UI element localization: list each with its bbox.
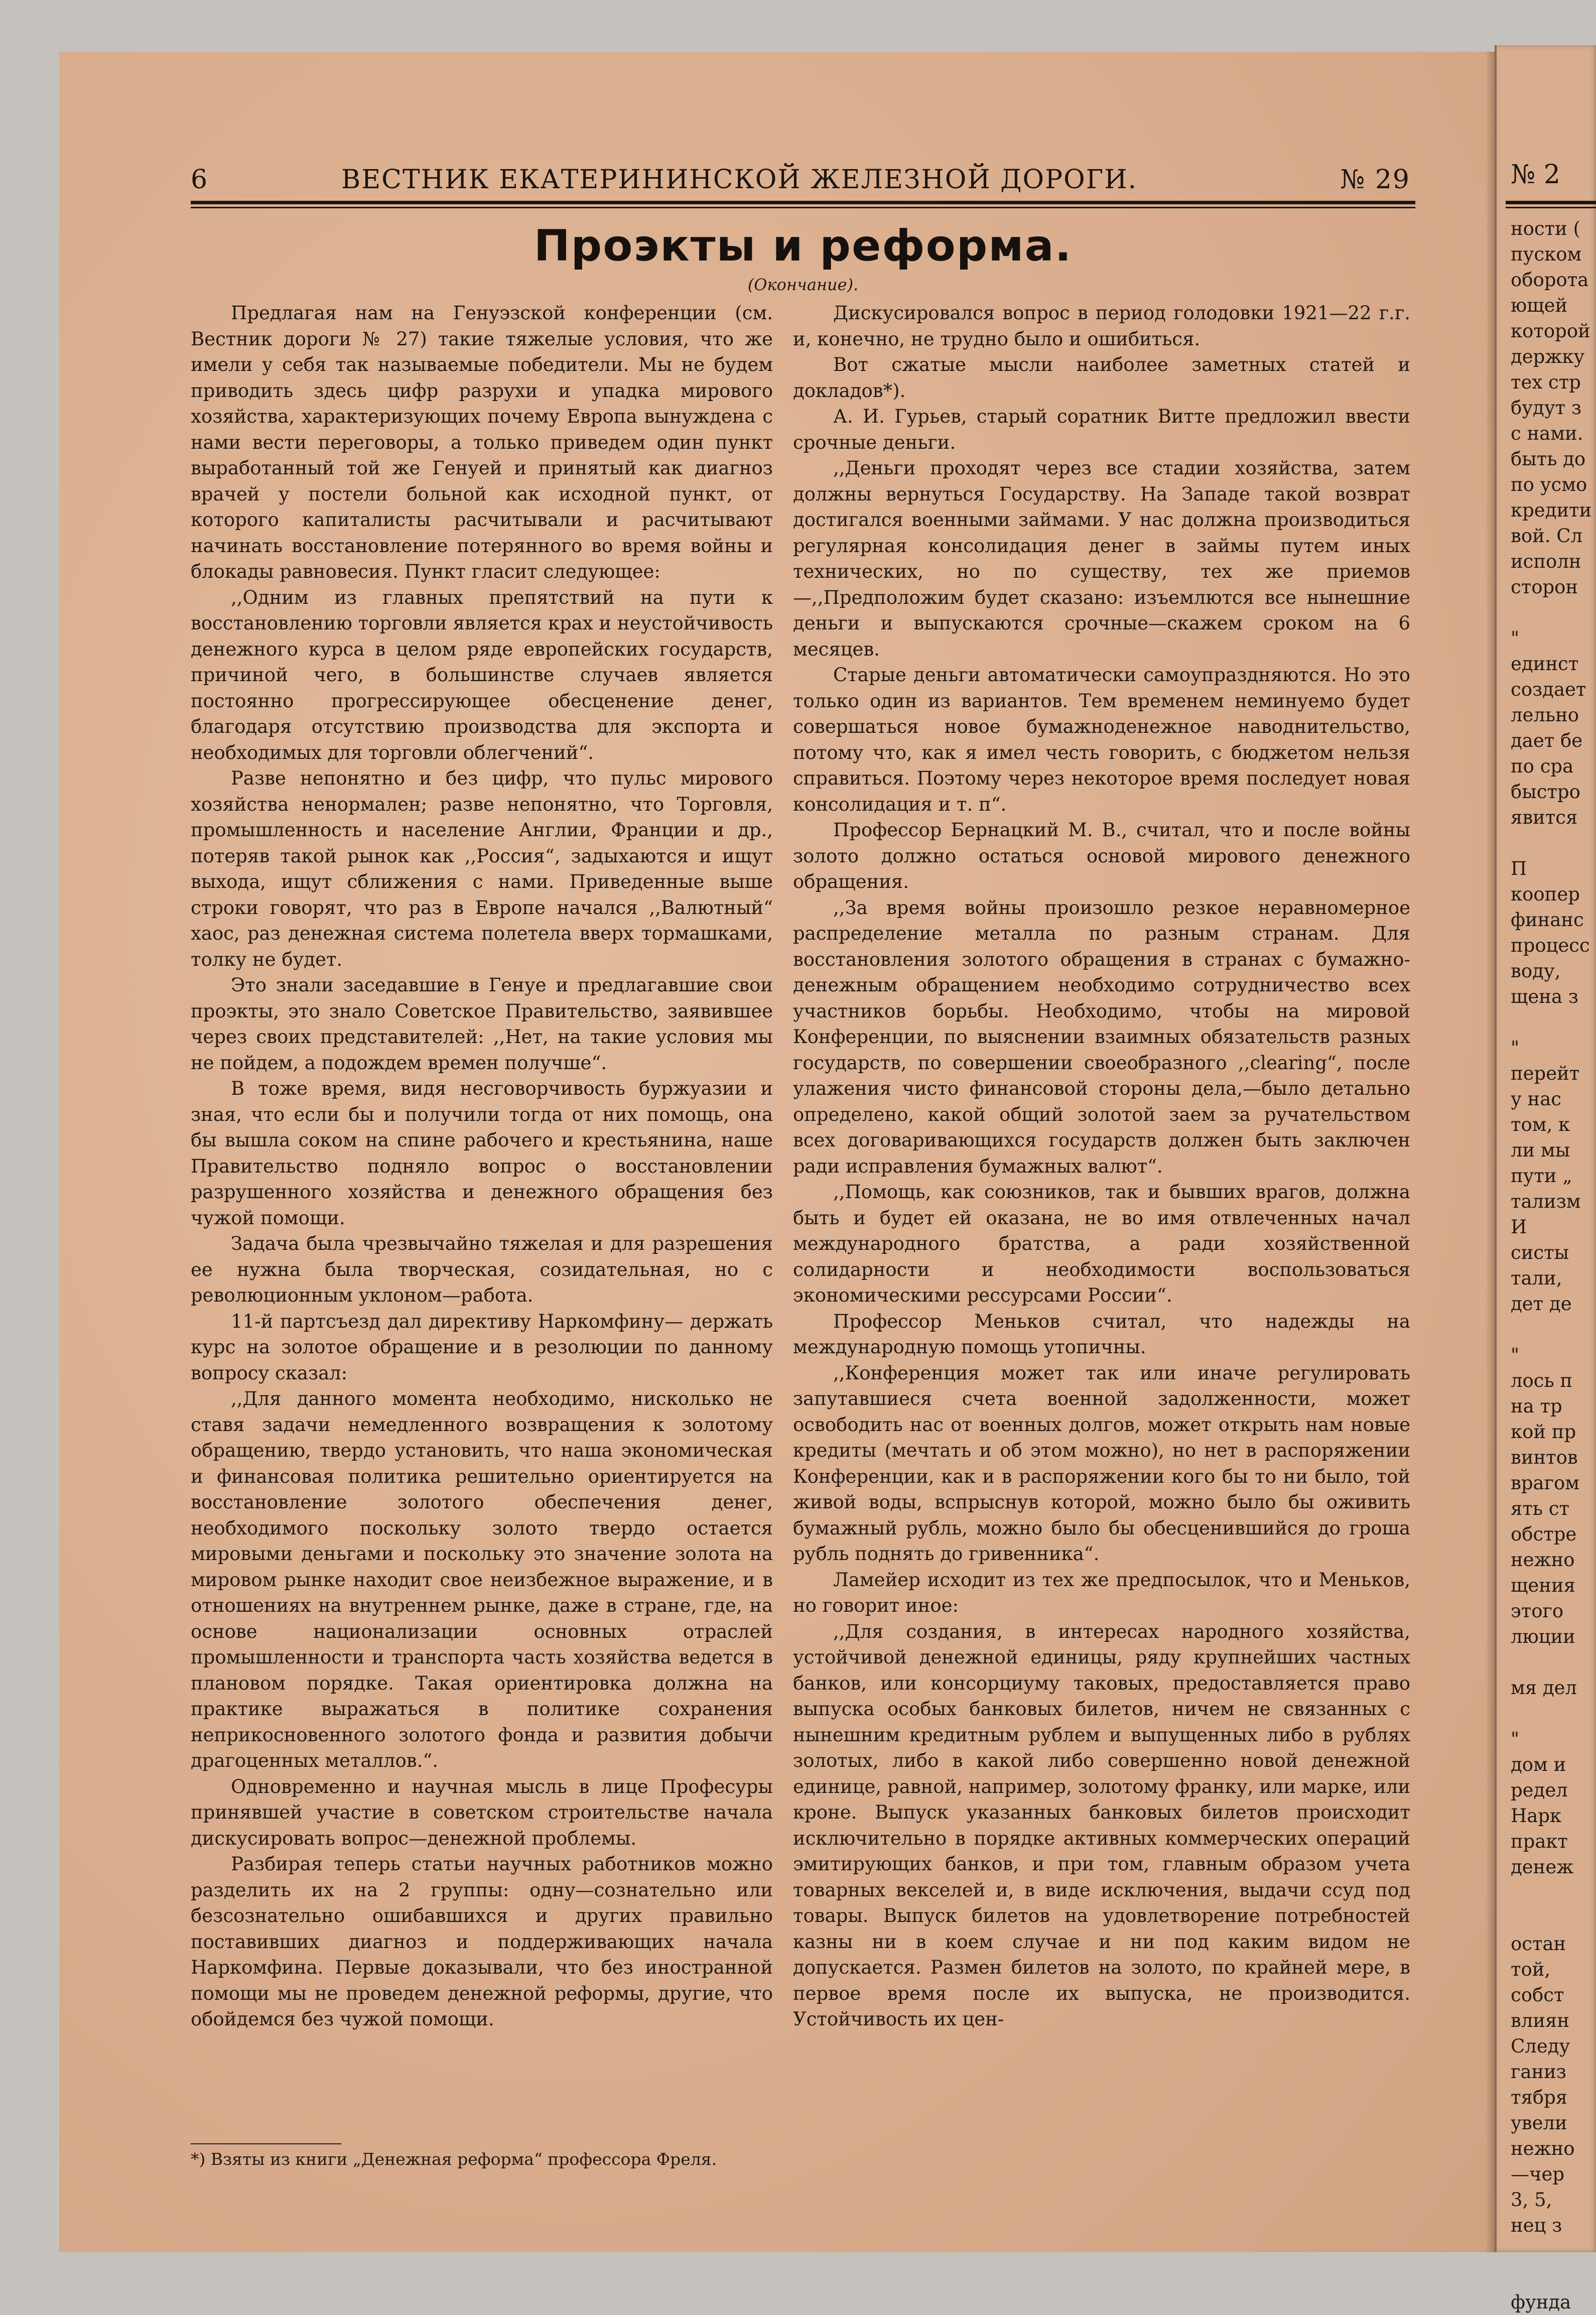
paragraph: Профессор Меньков считал, что надежды на международную помощь утопичны.	[793, 1310, 1410, 1358]
next-page-line: тех стр	[1511, 371, 1581, 393]
paragraph: ,,Деньги проходят через все стадии хозяйства, затем должны вернуться Государству. На Западе такой возврат достигался военными займами. У нас должна производиться регулярная консолидация денег в займы путем иных технических, но по существу, тех же приемов—,,Предположим будет сказано: изъемлются все нынешние деньги и выпускаются срочные—скажем сроком на 6 месяцев.	[793, 457, 1410, 660]
next-page-line	[1511, 830, 1596, 856]
next-page-line: сторон	[1511, 576, 1578, 598]
paragraph: Одновременно и научная мысль в лице Професуры принявшей участие в советском строительстве начала дискусировать вопрос—денежной проблемы.	[191, 1775, 773, 1849]
next-page-line: лельно	[1511, 704, 1579, 726]
left-column	[191, 300, 773, 2032]
next-page-line: на тр	[1511, 1395, 1562, 1417]
header-rule-thin	[191, 207, 1415, 208]
next-page-line: той,	[1511, 1959, 1551, 1980]
next-page-line: дет де	[1511, 1293, 1572, 1315]
next-page-line: врагом	[1511, 1472, 1580, 1494]
next-page-line: создает	[1511, 679, 1586, 700]
header-rule-thick	[191, 201, 1415, 204]
paragraph: Разбирая теперь статьи научных работников можно разделить их на 2 группы: одну—сознательно или безсознательно ошибавшихся и других правильно поставивших диагноз и поддерживающих начала Наркомфина. Первые доказывали, что без иностранной помощи мы не проведем денежной реформы, другие, что обойдемся без чужой помощи.	[191, 1853, 773, 2030]
next-page-line: денеж	[1511, 1856, 1574, 1878]
next-page-line: по усмо	[1511, 474, 1587, 495]
next-page-line: увели	[1511, 2112, 1567, 2134]
next-page-line: практ	[1511, 1831, 1568, 1852]
next-page-line: быстро	[1511, 781, 1580, 803]
footnote: *) Взяты из книги „Денежная реформа“ профессора Фреля.	[191, 2149, 717, 2169]
next-page-column	[1511, 216, 1596, 2315]
footnote-rule	[191, 2143, 341, 2144]
next-page-line: "	[1511, 1344, 1520, 1366]
next-page-line: Нарк	[1511, 1805, 1562, 1827]
next-page-line: мя дел	[1511, 1677, 1577, 1699]
next-page-line: процесс	[1511, 935, 1590, 956]
next-page-line: "	[1511, 1728, 1520, 1750]
next-page-line	[1511, 2264, 1596, 2289]
next-page-line: исполн	[1511, 551, 1581, 572]
next-page-line: пути „	[1511, 1165, 1572, 1187]
right-column	[793, 300, 1410, 2032]
next-page-line: Следу	[1511, 2035, 1570, 2057]
next-page-line: влиян	[1511, 2010, 1569, 2031]
paragraph: Ламейер исходит из тех же предпосылок, что и Меньков, но говорит иное:	[793, 1569, 1410, 1616]
next-page-line: остан	[1511, 1933, 1566, 1955]
article-title: Проэкты и реформа.	[534, 221, 1073, 271]
next-page-line	[1511, 2238, 1596, 2264]
next-page-line: будут з	[1511, 397, 1582, 419]
next-page-line: тября	[1511, 2087, 1568, 2108]
next-page-line: ющей	[1511, 295, 1568, 316]
next-page-line: систы	[1511, 1242, 1569, 1263]
issue-number: № 29	[1340, 165, 1410, 195]
next-page-line: фунда	[1511, 2291, 1571, 2313]
next-page-line: люции	[1511, 1626, 1575, 1647]
paragraph: ,,Конференция может так или иначе регулировать запутавшиеся счета военной задолженности, может освободить нас от военных долгов, может открыть нам новые кредиты (мечтать и об этом можно), но нет в распоряжении Конференции, как и в распоряжении кого бы то ни было, той живой воды, вспрыснув которой, можно было бы оживить бумажный рубль, можно было бы обесценившийся до гроша рубль поднять до гривенника“.	[793, 1362, 1410, 1565]
next-page-line	[1511, 1649, 1596, 1675]
paragraph: Разве непонятно и без цифр, что пульс мирового хозяйства ненормален; разве непонятно, что Торговля, промышленность и население Англии, Франции и др., потеряв такой рынок как ,,Россия“, задыхаются и ищут выхода, ищут сближения с нами. Приведенные выше строки говорят, что раз в Европе начался ,,Валютный“ хаос, раз денежная система полетела вверх тормашками, толку не будет.	[191, 767, 773, 970]
next-page-line: нец з	[1511, 2215, 1562, 2236]
paragraph: Профессор Бернацкий М. В., считал, что и после войны золото должно остаться основой мирового денежного обращения.	[793, 819, 1410, 892]
next-page-line	[1511, 1880, 1596, 1905]
next-page-line: ности (	[1511, 218, 1580, 239]
running-header	[191, 160, 1415, 200]
next-page-line: винтов	[1511, 1447, 1578, 1468]
next-page-line: пуском	[1511, 243, 1582, 265]
paragraph: ,,Для создания, в интересах народного хозяйства, устойчивой денежной единицы, ряду крупнейших частных банков, или консорциуму таковых, предоставляется право выпуска особых банковых билетов, ничем не связанных с нынешним кредитным рублем и выпущенных либо в рублях золотых, либо в какой либо совершенно новой денежной единице, равной, например, золотому франку, или марке, или кроне. Выпуск указанных банковых билетов происходит исключительно в порядке активных коммерческих операций эмитирующих банков, и при том, главным образом учета товарных векселей и, в виде исключения, выдачи ссуд под товары. Выпуск билетов на удовлетворение потребностей казны ни в коем случае и ни под каким видом не допускается. Размен билетов на золото, по крайней мере, в первое время после их выпуска, не производится. Устойчивость их цен-	[793, 1620, 1410, 2030]
journal-title: ВЕСТНИК ЕКАТЕРИНИНСКОЙ ЖЕЛЕЗНОЙ ДОРОГИ.	[341, 165, 1138, 195]
paragraph: Дискусировался вопрос в период голодовки 1921—22 г.г. и, конечно, не трудно было и ошибиться.	[793, 302, 1410, 350]
next-page-line: коопер	[1511, 883, 1580, 905]
next-page-line: щена з	[1511, 986, 1578, 1007]
next-page-line: единст	[1511, 653, 1579, 675]
next-page-line: 3, 5,	[1511, 2189, 1552, 2211]
paragraph: Старые деньги автоматически самоупраздняются. Но это только один из вариантов. Тем временем неминуемо будет совершаться новое бумажноденежное наводнительство, потому что, как я имел честь говорить, с бюджетом нельзя справиться. Поэтому через некоторое время последует новая консолидация и т. п“.	[793, 664, 1410, 815]
next-page-line: кредити	[1511, 499, 1592, 521]
next-page-line: П	[1511, 858, 1527, 879]
next-page-line: И	[1511, 1216, 1527, 1238]
paragraph: Вот сжатые мысли наиболее заметных статей и докладов*).	[793, 354, 1410, 402]
next-page-line: держку	[1511, 346, 1585, 367]
next-page-line: обстре	[1511, 1523, 1577, 1545]
next-page-line: ганиз	[1511, 2061, 1566, 2083]
next-page-line: с нами.	[1511, 423, 1583, 444]
paragraph: ,,За время войны произошло резкое неравномерное распределение металла по разным странам. Для восстановления золотого обращения в странах с бумажно-денежным обращением необходимо сотрудничество всех участников борьбы. Необходимо, чтобы на мировой Конференции, по выяснении взаимных обязательств разных государств, по совершении своеобразного ,,clearing“, после улажения чисто финансовой стороны дела,—было детально определено, какой общий золотой заем за ручательством всех договаривающихся государств должен быть заключен ради исправления бумажных валют“.	[793, 896, 1410, 1177]
paragraph: Это знали заседавшие в Генуе и предлагавшие свои проэкты, это знало Советское Правительство, заявившее через своих представителей: ,,Нет, на такие условия мы не пойдем, а подождем времен получше“.	[191, 974, 773, 1074]
next-page-rule-thin	[1506, 207, 1596, 208]
article-subtitle: (Окончание).	[747, 275, 859, 294]
next-page-line: нежно	[1511, 1549, 1575, 1571]
next-page-line	[1511, 1701, 1596, 1726]
next-page-line: кой пр	[1511, 1421, 1576, 1443]
next-page-line: лось п	[1511, 1370, 1573, 1391]
next-page-line: быть до	[1511, 448, 1586, 470]
paragraph: А. И. Гурьев, старый соратник Витте предложил ввести срочные деньги.	[793, 406, 1410, 453]
next-page-line: "	[1511, 627, 1520, 649]
next-page-line: ли мы	[1511, 1139, 1570, 1161]
next-page-line: у нас	[1511, 1088, 1561, 1110]
paragraph: Задача была чрезвычайно тяжелая и для разрешения ее нужна была творческая, созидательная, но с революционным уклоном—работа.	[191, 1233, 773, 1306]
next-page-line: перейт	[1511, 1063, 1580, 1084]
next-page-line: вой. Сл	[1511, 525, 1583, 547]
paragraph: ,,Для данного момента необходимо, нисколько не ставя задачи немедленного возвращения к золотому обращению, твердо установить, что наша экономическая и финансовая политика решительно ориентируется на восстановление золотого обеспечения денег, необходимого поскольку золото твердо остается мировыми деньгами и поскольку это значение золота на мировом рынке находит свое неизбежное выражение, и в отношениях на внутреннем рынке, даже в стране, где, на основе национализации основных отраслей промышленности и транспорта часть хозяйства ведется в плановом порядке. Такая ориентировка должна на практике выражаться в политике сохранения неприкосновенного золотого фонда и развития добычи драгоценных металлов.“.	[191, 1388, 773, 1771]
next-page-line: явится	[1511, 807, 1578, 828]
next-page-line	[1511, 1317, 1596, 1342]
next-page-line: "	[1511, 1037, 1520, 1059]
next-page-line: щения	[1511, 1575, 1575, 1596]
next-page-line: дом и	[1511, 1754, 1566, 1775]
page-number: 6	[191, 165, 209, 195]
next-page-rule-thick	[1506, 201, 1596, 204]
paragraph: ,,Одним из главных препятствий на пути к восстановлению торговли является крах и неустойчивость денежного курса в целом ряде европейских государств, причиной чего, в большинстве случаев является постоянно прогрессирующее обесценение денег, благодаря отсутствию производства для экспорта и необходимых для торговли облегчений“.	[191, 586, 773, 763]
next-page-line: собст	[1511, 1984, 1564, 2006]
next-page-line: воду,	[1511, 960, 1561, 982]
paragraph: В тоже время, видя несговорчивость буржуазии и зная, что если бы и получили тогда от них помощь, она бы вышла соком на спине рабочего и крестьянина, наше Правительство подняло вопрос о восстановлении разрушенного хозяйства и денежного обращения без чужой помощи.	[191, 1078, 773, 1229]
next-page-line	[1511, 600, 1596, 625]
next-page-line: дает бе	[1511, 730, 1583, 751]
next-page-line: том, к	[1511, 1114, 1570, 1135]
next-page-line: которой	[1511, 320, 1590, 342]
next-page-line: нежно	[1511, 2138, 1575, 2159]
next-page-line	[1511, 1009, 1596, 1035]
next-page-line: по сра	[1511, 755, 1574, 777]
next-page-line: этого	[1511, 1600, 1564, 1622]
paragraph: ,,Помощь, как союзников, так и бывших врагов, должна быть и будет ей оказана, не во имя отвлеченных начал международного братства, а ради хозяйственной солидарности и необходимости воспользоваться экономическими рессурсами России“.	[793, 1181, 1410, 1306]
next-page-line: тали,	[1511, 1267, 1562, 1289]
paragraph: 11-й партсъезд дал директиву Наркомфину— держать курс на золотое обращение и в резолюции по данному вопросу сказал:	[191, 1310, 773, 1384]
next-page-line: редел	[1511, 1779, 1568, 1801]
paragraph: Предлагая нам на Генуэзской конференции (см. Вестник дороги № 27) такие тяжелые условия, что же имели у себя так называемые победители. Мы не будем приводить здесь цифр разрухи и упадка мирового хозяйства, характеризующих почему Европа вынуждена с нами вести переговоры, а только приведем один пункт выработанный той же Генуей и принятый как диагноз врачей у постели больной как исходной пункт, от которого капиталисты расчитывали и расчитывают начинать восстановление потерянного во время войны и блокады равновесия. Пункт гласит следующее:	[191, 302, 773, 582]
next-page-header: № 2	[1511, 160, 1560, 190]
next-page-line	[1511, 1905, 1596, 1931]
next-page-line: тализм	[1511, 1191, 1581, 1212]
next-page-line: финанс	[1511, 909, 1584, 931]
next-page-line: —чер	[1511, 2163, 1565, 2185]
next-page-line: ять ст	[1511, 1498, 1569, 1519]
next-page-line: оборота	[1511, 269, 1589, 291]
